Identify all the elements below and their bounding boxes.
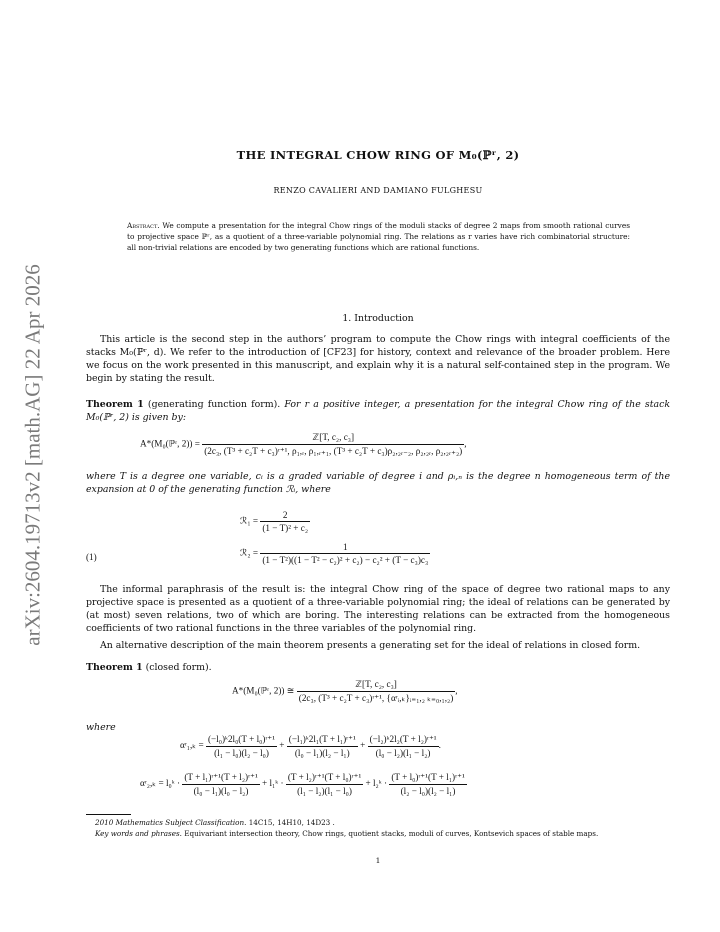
term-numerator: (T + l₁)ʳ⁺¹(T + l₂)ʳ⁺¹ — [184, 772, 258, 782]
equation-fraction — [297, 679, 458, 704]
keywords-value: Equivariant intersection theory, Chow rings, quotient stacks, moduli of curves, Kontsevich spaces of stable maps. — [184, 829, 599, 838]
alpha2-term-3 — [389, 772, 466, 796]
theorem-label: Theorem 1 — [86, 399, 144, 410]
term-denominator: (l₀ − l₁)(l₀ − l₂) — [182, 784, 259, 796]
plus-sign: + — [279, 740, 285, 751]
equation-fraction — [202, 432, 467, 457]
abstract-text: We compute a presentation for the integral Chow rings of the moduli stacks of degree 2 maps from smooth rational curves to projective space ℙʳ, as a quotient of a three-variable polynomial ring. The relations as r varies have rich combinatorial structure: all non-trivial relations are encoded by two generating functions which are rational functions. — [127, 221, 630, 252]
r2-numerator: 1 — [342, 542, 348, 552]
section-heading-introduction: 1. Introduction — [342, 313, 414, 324]
paper-title: THE INTEGRAL CHOW RING OF M₀(ℙʳ, 2) — [236, 148, 520, 162]
alpha2-mid-2: + l₂ᵏ · — [365, 778, 388, 789]
alpha1-lhs: αʳ₁,ₖ = — [180, 740, 204, 751]
r2-lhs: ℛ₂ = — [240, 547, 259, 558]
fraction-denominator: (2c₃, (T³ + c₂T + c₃)ʳ⁺¹, {αʳᵢ,ₖ}ᵢ₌₁,₂ ₖ₌₀,₁,₂) — [298, 693, 454, 703]
theorem-note: (generating function form). — [147, 399, 281, 410]
alpha-2-definition — [140, 772, 467, 796]
paraphrase-paragraph: The informal paraphrasis of the result is: the integral Chow ring of the space of degree two rational maps to any projective space is presented as a quotient of a three-variable polynomial ring; the ideal of relations can be generated by (at most) seven relations, two of which are boring. The interesting relations can be extracted from the homogeneous coefficients of two rational functions in the three variables of the polynomial ring. — [86, 584, 670, 634]
msc-label: 2010 Mathematics Subject Classification. — [95, 818, 247, 827]
paper-authors: RENZO CAVALIERI AND DAMIANO FULGHESU — [273, 186, 483, 195]
closed-form-where: where — [86, 722, 116, 733]
term-denominator: (l₀ − l₂)(l₁ − l₂) — [368, 746, 439, 758]
alpha1-term-2 — [287, 734, 358, 758]
arxiv-sidebar-stamp — [18, 245, 48, 665]
fraction-numerator: ℤ[T, c₂, c₃] — [355, 679, 397, 689]
r1-lhs: ℛ₁ = — [240, 515, 259, 526]
term-numerator: (T + l₂)ʳ⁺¹(T + l₀)ʳ⁺¹ — [287, 772, 362, 782]
r2-denominator: (1 − T²)((1 − T² − c₂)² + c₂) − c₂² + (T − c₃)c₃ — [262, 555, 429, 565]
equation-tail: , — [464, 438, 467, 449]
msc-value: 14C15, 14H10, 14D23 . — [248, 818, 335, 827]
equation-tail: . — [438, 740, 441, 751]
term-denominator: (l₂ − l₀)(l₂ − l₁) — [389, 784, 466, 796]
intro-paragraph: This article is the second step in the authors’ program to compute the Chow rings with integral coefficients of the stacks M₀(ℙʳ, d). We refer to the introduction of [CF23] for history, context and relevance of the broader problem. Here we focus on the work presented in this manuscript, and explain why it is a natural self-contained step in the program. We begin by stating the result. — [86, 334, 670, 384]
fraction-denominator: (2c₃, (T³ + c₂T + c₃)ʳ⁺¹, ρ₁,ᵣ, ρ₁,ᵣ₊₁, (T³ + c₂T + c₃)ρ₂,₂ᵣ₋₂, ρ₂,₂ᵣ, ρ₂,₂ᵣ₊₂) — [204, 446, 463, 456]
equation-r1 — [240, 510, 310, 533]
footnote-rule — [86, 814, 131, 815]
theorem-1-where-clause: where T is a degree one variable, cᵢ is a graded variable of degree i and ρᵢ,ₙ is the degree n homogeneous term of the expansion at 0 of the generating function ℛᵢ, where — [86, 471, 670, 495]
abstract — [127, 220, 630, 253]
term-numerator: (−l₁)ᵏ2l₁(T + l₁)ʳ⁺¹ — [288, 734, 356, 744]
closed-form-equation — [232, 679, 458, 704]
equation-r2 — [240, 542, 430, 565]
equation-tail: , — [455, 685, 458, 696]
alpha1-term-1 — [206, 734, 277, 758]
r1-numerator: 2 — [282, 510, 288, 520]
r2-fraction — [260, 542, 430, 565]
term-numerator: (−l₀)ᵏ2l₀(T + l₀)ʳ⁺¹ — [208, 734, 275, 744]
term-denominator: (l₀ − l₁)(l₂ − l₁) — [287, 746, 358, 758]
plus-sign: + — [360, 740, 366, 751]
alpha2-term-1 — [182, 772, 259, 796]
alpha2-lhs: αʳ₂,ₖ = l₀ᵏ · — [140, 778, 181, 789]
theorem-statement: For r a positive integer, a presentation for the integral Chow ring of the stack M₀(ℙʳ, 2) is given by: — [86, 399, 671, 423]
term-denominator: (l₁ − l₀)(l₂ − l₀) — [206, 746, 277, 758]
theorem-1-closed-form — [86, 661, 670, 674]
alpha2-term-2 — [286, 772, 363, 796]
alternative-description-paragraph: An alternative description of the main theorem presents a generating set for the ideal of relations in closed form. — [100, 640, 641, 651]
equation-lhs: A*(M₀(ℙʳ, 2)) = — [140, 438, 200, 449]
equation-lhs: A*(M₀(ℙʳ, 2)) ≅ — [232, 685, 295, 696]
term-denominator: (l₁ − l₂)(l₁ − l₀) — [286, 784, 363, 796]
fraction-numerator: ℤ[T, c₂, c₃] — [312, 432, 355, 442]
keywords-label: Key words and phrases. — [95, 829, 182, 838]
page-number: 1 — [375, 856, 381, 865]
r1-fraction — [260, 510, 310, 533]
equation-number-1: (1) — [86, 552, 97, 562]
r1-denominator: (1 − T)² + c₂ — [262, 523, 309, 533]
footnote-msc — [86, 818, 676, 828]
alpha-1-definition — [180, 734, 441, 758]
theorem-1-generating-form — [86, 398, 670, 424]
theorem-label: Theorem 1 — [86, 662, 143, 673]
footnote-keywords — [86, 829, 676, 839]
theorem-note: (closed form). — [145, 662, 212, 673]
alpha2-mid-1: + l₁ᵏ · — [262, 778, 284, 789]
alpha1-term-3 — [368, 734, 439, 758]
arxiv-identifier: arXiv:2604.19713v2 [math.AG] 22 Apr 2026 — [20, 264, 45, 646]
term-numerator: (T + l₀)ʳ⁺¹(T + l₁)ʳ⁺¹ — [391, 772, 465, 782]
chow-ring-presentation-equation — [140, 432, 467, 457]
term-numerator: (−l₂)ᵏ2l₂(T + l₂)ʳ⁺¹ — [369, 734, 437, 744]
abstract-label: Abstract. — [127, 221, 160, 230]
